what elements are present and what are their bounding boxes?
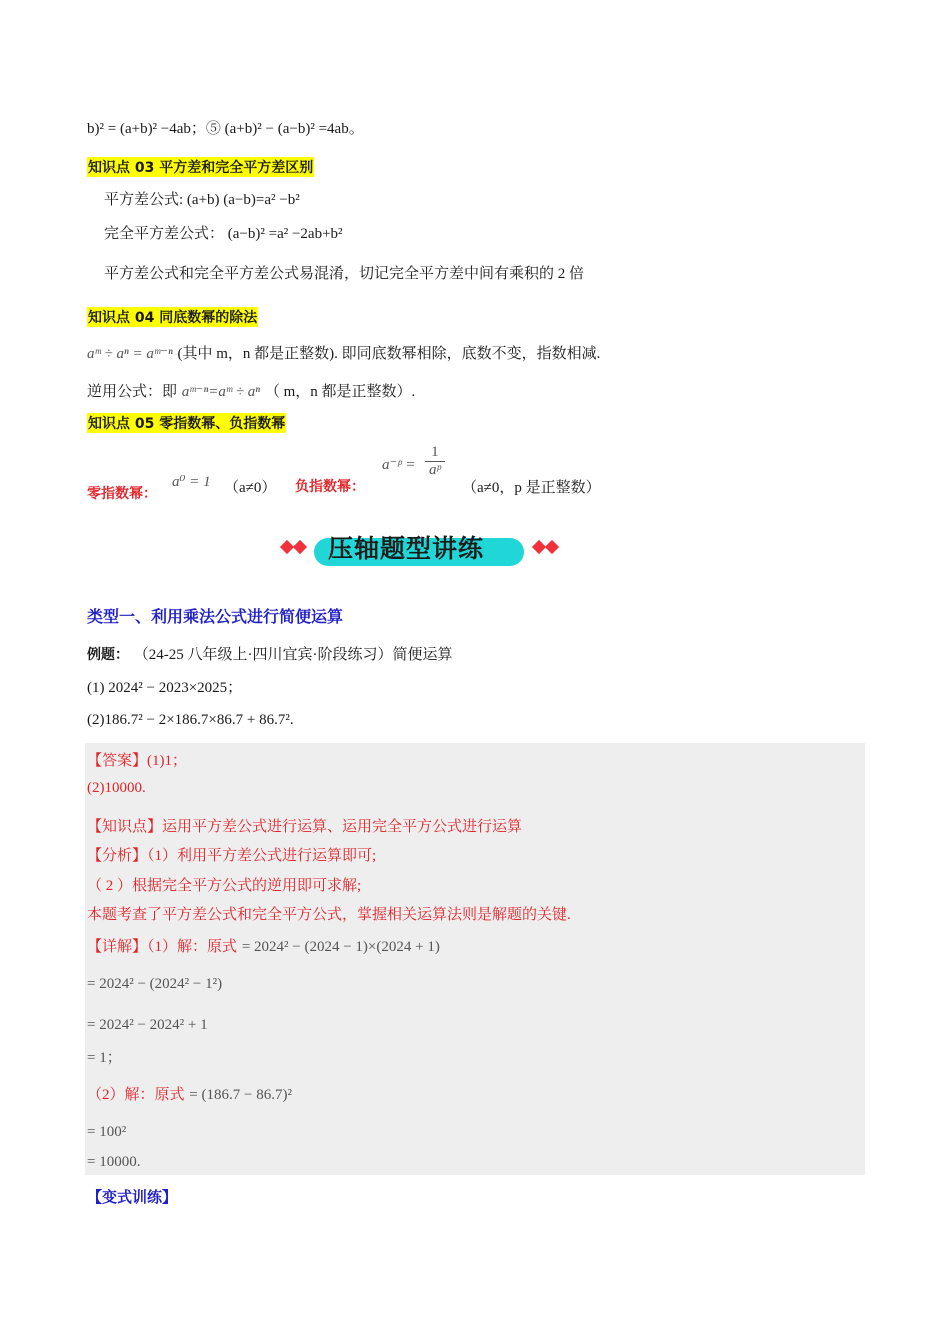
formula-line-continued: b)² = (a+b)² −4ab；⑤ (a+b)² − (a−b)² =4ab。 bbox=[87, 121, 364, 137]
kp04-inverse-line bbox=[87, 380, 415, 401]
kp04-rule-text: (其中 m，n 都是正整数). 即同底数幂相除，底数不变，指数相减. bbox=[177, 346, 601, 362]
zero-exponent-math: a⁰ = 1 bbox=[172, 474, 211, 490]
knowledge-point-text: 运用平方差公式进行运算、运用完全平方公式进行运算 bbox=[162, 819, 523, 835]
section-banner bbox=[276, 526, 566, 572]
negative-exponent-lhs: a⁻ᵖ = bbox=[382, 457, 416, 473]
diamond-icon bbox=[293, 540, 307, 554]
kp04-rule-line bbox=[87, 342, 600, 363]
answer-line-1 bbox=[87, 749, 187, 770]
example-source: （24-25 八年级上·四川宜宾·阶段练习）简便运算 bbox=[133, 647, 453, 663]
knowledge-point-line bbox=[87, 815, 522, 836]
knowledge-point-label: 【知识点】 bbox=[87, 819, 163, 835]
detail-2-lead: （2）解：原式 bbox=[87, 1087, 185, 1103]
kp04-heading: 知识点 04 同底数幂的除法 bbox=[87, 307, 258, 327]
detail-line-1 bbox=[87, 935, 440, 956]
kp04-inverse-label: 逆用公式：即 bbox=[87, 384, 178, 400]
kp04-inverse-math: aᵐ⁻ⁿ=aᵐ ÷ aⁿ bbox=[181, 384, 261, 400]
analysis-2: （ 2 ）根据完全平方公式的逆用即可求解; bbox=[87, 878, 362, 894]
type1-heading: 类型一、利用乘法公式进行简便运算 bbox=[87, 607, 344, 626]
kp03-heading: 知识点 03 平方差和完全平方差区别 bbox=[87, 157, 314, 177]
analysis-3: 本题考查了平方差公式和完全平方公式，掌握相关运算法则是解题的关键. bbox=[87, 907, 571, 923]
example-label: 例题： bbox=[87, 647, 129, 663]
diamond-icon bbox=[545, 540, 559, 554]
detail-step-6: = 100² bbox=[87, 1124, 127, 1140]
negative-exponent-fraction bbox=[425, 444, 445, 479]
fraction-denominator: aᵖ bbox=[429, 462, 441, 478]
detail-step-2: = 2024² − (2024² − 1²) bbox=[87, 976, 223, 992]
answer-2: (2)10000. bbox=[87, 780, 146, 796]
negative-exponent-condition: （a≠0，p 是正整数） bbox=[462, 480, 601, 496]
detail-1-math: = 2024² − (2024 − 1)×(2024 + 1) bbox=[241, 939, 440, 955]
detail-label: 【详解】 bbox=[87, 939, 148, 955]
example-line bbox=[87, 643, 453, 664]
negative-exponent-label: 负指数幂： bbox=[295, 479, 365, 495]
banner-title: 压轴题型讲练 bbox=[328, 534, 485, 563]
detail-line-2 bbox=[87, 1083, 292, 1104]
answer-1: (1)1； bbox=[147, 753, 188, 769]
kp04-inverse-text: （ m，n 都是正整数）. bbox=[264, 384, 416, 400]
detail-1-lead: （1）解：原式 bbox=[147, 939, 238, 955]
detail-2-math: = (186.7 − 86.7)² bbox=[189, 1087, 292, 1103]
detail-step-7: = 10000. bbox=[87, 1154, 141, 1170]
question-1: (1) 2024² − 2023×2025； bbox=[87, 680, 243, 696]
kp03-note: 平方差公式和完全平方差公式易混淆，切记完全平方差中间有乘积的 2 倍 bbox=[104, 266, 585, 282]
answer-panel bbox=[85, 743, 865, 1175]
analysis-1: （1）利用平方差公式进行运算即可; bbox=[147, 848, 377, 864]
detail-step-4: = 1； bbox=[87, 1050, 122, 1066]
question-2: (2)186.7² − 2×186.7×86.7 + 86.7². bbox=[87, 712, 294, 728]
detail-step-3: = 2024² − 2024² + 1 bbox=[87, 1017, 208, 1033]
kp05-heading: 知识点 05 零指数幂、负指数幂 bbox=[87, 413, 286, 433]
analysis-label: 【分析】 bbox=[87, 848, 148, 864]
analysis-line-1 bbox=[87, 844, 376, 865]
kp03-perfect-square: 完全平方差公式： (a−b)² =a² −2ab+b² bbox=[104, 226, 343, 242]
zero-exponent-label: 零指数幂： bbox=[87, 486, 157, 502]
kp04-rule-math: aᵐ ÷ aⁿ = aᵐ⁻ⁿ bbox=[87, 346, 173, 362]
variant-training-heading: 【变式训练】 bbox=[87, 1188, 178, 1206]
zero-exponent-condition: （a≠0） bbox=[224, 480, 277, 496]
fraction-numerator: 1 bbox=[425, 444, 445, 462]
kp03-difference-of-squares: 平方差公式: (a+b) (a−b)=a² −b² bbox=[104, 192, 300, 208]
answer-label: 【答案】 bbox=[87, 753, 148, 769]
